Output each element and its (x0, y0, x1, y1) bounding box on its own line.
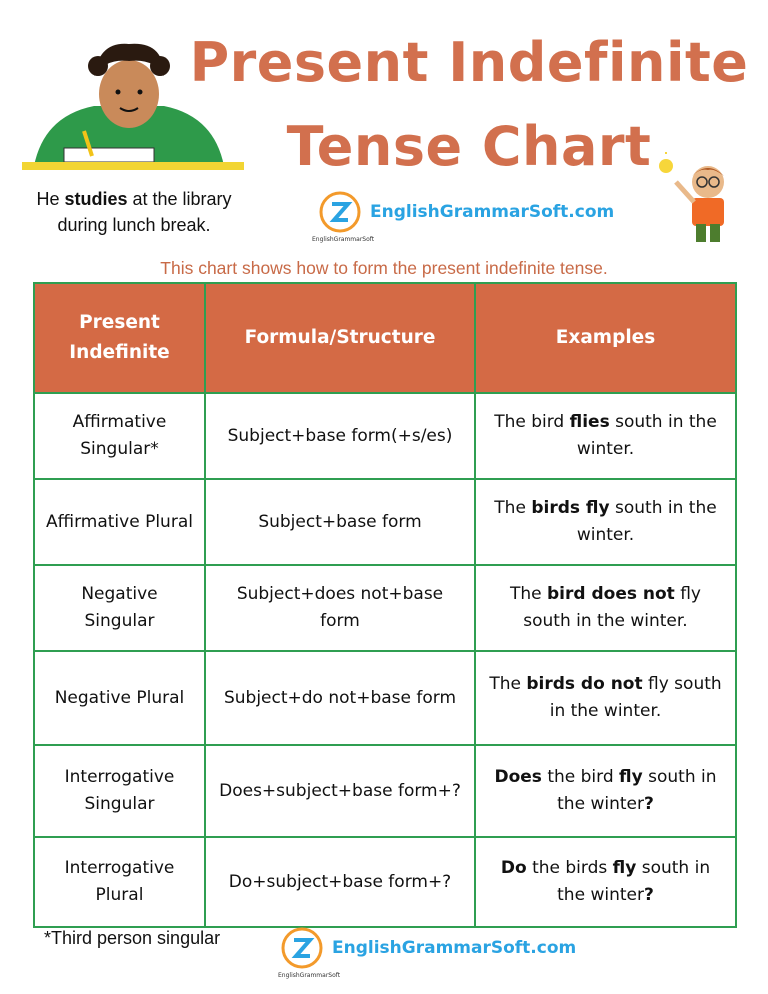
example-segment: The (509, 584, 548, 604)
brand-name: EnglishGrammarSoft.com (332, 938, 577, 958)
chart-subtitle: This chart shows how to form the present indefinite tense. (160, 258, 608, 278)
example-segment: south in the winter (557, 858, 711, 905)
formula-cell: Does+subject+base form+? (205, 745, 475, 837)
header-present-indefinite: Present Indefinite (34, 283, 205, 393)
formula-cell: Subject+does not+base form (205, 565, 475, 651)
header-examples: Examples (475, 283, 736, 393)
example-bold-segment: ? (643, 794, 654, 814)
example-segment: fly south in the winter. (549, 674, 722, 721)
table-header-row (34, 283, 736, 393)
example-bold-segment: Does (494, 767, 542, 787)
formula-cell: Do+subject+base form+? (205, 837, 475, 927)
example-bold-segment: bird does not (547, 584, 675, 604)
brand-small-text: EnglishGrammarSoft (312, 236, 375, 243)
example-cell (475, 745, 736, 837)
example-cell (475, 837, 736, 927)
example-cell (475, 393, 736, 479)
brand-logo-top (318, 190, 614, 234)
tense-type-cell: Negative Plural (34, 651, 205, 745)
brand-logo-icon (280, 926, 324, 970)
example-segment: the birds (526, 858, 613, 878)
title-line-1: Present Indefinite (189, 31, 749, 94)
tense-type-cell: Negative Singular (34, 565, 205, 651)
example-segment: south in the winter. (576, 498, 717, 545)
brand-name: EnglishGrammarSoft.com (370, 202, 615, 222)
example-bold-segment: Do (500, 858, 527, 878)
table-row (34, 565, 736, 651)
tense-table (33, 282, 737, 928)
table-row (34, 745, 736, 837)
tense-type-cell: Affirmative Plural (34, 479, 205, 565)
example-segment: The bird (494, 412, 570, 432)
example-caption: He studies at the library during lunch break. (36, 189, 232, 235)
tense-type-cell: Interrogative Singular (34, 745, 205, 837)
table-row (34, 651, 736, 745)
example-cell (475, 479, 736, 565)
example-bold-segment: birds do not (526, 674, 643, 694)
example-bold-segment: fly (612, 858, 637, 878)
example-bold-segment: birds fly (531, 498, 610, 518)
table-row (34, 393, 736, 479)
example-segment: The (494, 498, 532, 518)
example-bold-segment: ? (643, 885, 654, 905)
brand-logo-bottom (280, 926, 576, 970)
example-bold-segment: flies (569, 412, 610, 432)
table-row (34, 479, 736, 565)
tense-type-cell: Interrogative Plural (34, 837, 205, 927)
tense-type-cell: Affirmative Singular* (34, 393, 205, 479)
table-row (34, 837, 736, 927)
title-line-2: Tense Chart (286, 115, 652, 178)
example-segment: The (489, 674, 527, 694)
brand-logo-icon (318, 190, 362, 234)
example-cell (475, 651, 736, 745)
header-formula: Formula/Structure (205, 283, 475, 393)
example-segment: south in the winter. (576, 412, 717, 459)
example-segment: south in the winter (557, 767, 717, 814)
example-bold-segment: fly (619, 767, 643, 787)
example-segment: fly south in the winter. (523, 584, 701, 631)
formula-cell: Subject+base form (205, 479, 475, 565)
footnote: *Third person singular (44, 928, 221, 948)
example-cell (475, 565, 736, 651)
formula-cell: Subject+base form(+s/es) (205, 393, 475, 479)
formula-cell: Subject+do not+base form (205, 651, 475, 745)
boy-idea-illustration (652, 152, 742, 251)
example-segment: the bird (541, 767, 620, 787)
brand-small-text: EnglishGrammarSoft (278, 972, 341, 979)
